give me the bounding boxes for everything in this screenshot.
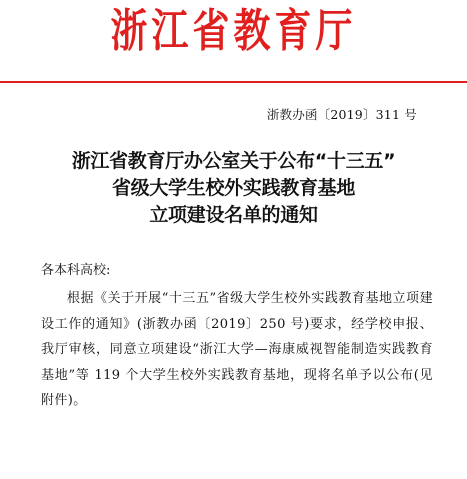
letterhead-title: 浙江省教育厅 [110,4,357,57]
notice-title-line-1: 浙江省教育厅办公室关于公布“十三五” [71,150,396,172]
notice-title [0,148,467,229]
body-paragraph: 根据《关于开展“十三五”省级大学生校外实践教育基地立项建设工作的通知》(浙教办函〔2019〕250 号)要求，经学校申报、我厅审核，同意立项建设“浙江大学—海康威视智能制造实践教育基地”等 119 个大学生校外实践教育基地，现将名单予以公布(见附件)。 [41,291,433,408]
document-number: 浙教办函〔2019〕311 号 [266,107,417,122]
letterhead-divider [0,81,467,83]
salutation: 各本科高校: [41,263,111,278]
notice-title-line-3: 立项建设名单的通知 [149,204,318,226]
notice-title-line-2: 省级大学生校外实践教育基地 [111,177,356,199]
